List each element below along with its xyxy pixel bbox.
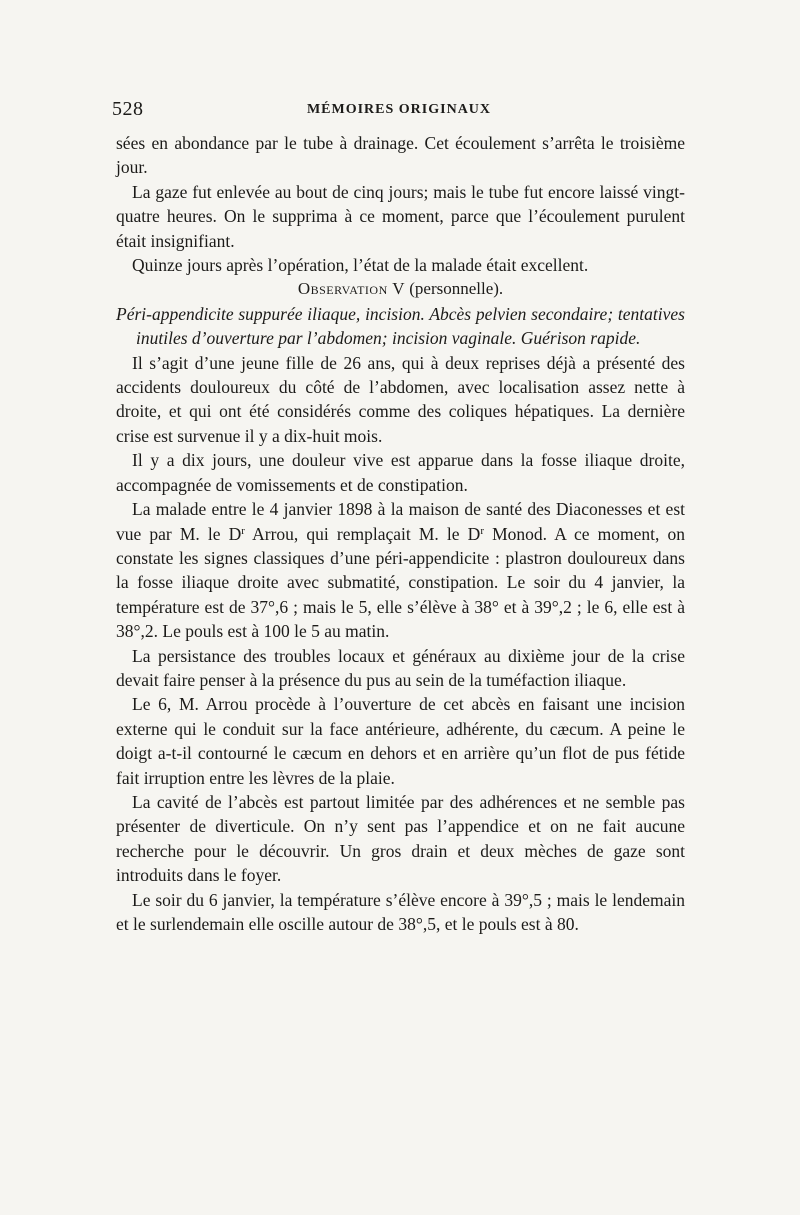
paragraph: La cavité de l’abcès est partout limitée par des adhérences et ne semble pas présenter de diverticule. On n’y sent pas l’appendice et on ne fait aucune recherche pour le découvrir. Un gros drain et deux mèches de gaze sont introduits dans le foyer. <box>116 791 685 886</box>
paragraph: La gaze fut enlevée au bout de cinq jours; mais le tube fut encore laissé vingt-quatre heures. On le supprima à ce moment, parce que l’écoulement purulent était insignifiant. <box>116 181 685 251</box>
running-head: MÉMOIRES ORIGINAUX <box>306 102 492 117</box>
page-header <box>112 96 686 126</box>
paragraph: La persistance des troubles locaux et généraux au dixième jour de la crise devait faire penser à la présence du pus au sein de la tuméfaction iliaque. <box>116 645 685 690</box>
superscript: r <box>241 524 245 537</box>
observation-subtitle: Péri-appendicite suppurée iliaque, incision. Abcès pelvien secondaire; tentatives inutiles d’ouverture par l’abdomen; incision vaginale. Guérison rapide. <box>116 303 685 349</box>
paragraph: Le soir du 6 janvier, la température s’élève encore à 39°,5 ; mais le lendemain et le surlendemain elle oscille autour de 38°,5, et le pouls est à 80. <box>116 889 685 934</box>
observation-qualifier: (personnelle). <box>404 279 504 299</box>
paragraph: Quinze jours après l’opération, l’état de la malade était excellent. <box>132 255 589 276</box>
paragraph <box>116 497 685 643</box>
paragraph-continued: sées en abondance par le tube à drainage. Cet écoulement s’arrêta le troisième jour. <box>116 133 685 178</box>
paragraph: Il s’agit d’une jeune fille de 26 ans, qui à deux reprises déjà a présenté des accidents douloureux du côté de l’abdomen, avec localisation assez nette à droite, et qui ont été considérés comme des coliques hépatiques. La dernière crise est survenue il y a dix-huit mois. <box>116 352 685 446</box>
body-text <box>116 131 685 936</box>
paragraph: Le 6, M. Arrou procède à l’ouverture de cet abcès en faisant une incision externe qui le conduit sur la face antérieure, adhérente, du cæcum. A peine le doigt a-t-il contourné le cæcum en dehors et en arrière qu’un flot de pus fétide fait irruption entre les lèvres de la plaie. <box>116 694 685 788</box>
observation-title <box>116 277 685 301</box>
paragraph: Il y a dix jours, une douleur vive est apparue dans la fosse iliaque droite, accompagnée de vomissements et de constipation. <box>116 450 685 495</box>
text-run: Arrou, qui remplaçait M. le D <box>244 523 481 544</box>
superscript: r <box>480 524 484 537</box>
text-run: Monod. A ce moment, on constate les signes classiques d’une péri-appendicite : plastron douloureux dans la fosse iliaque droite avec submatité, constipation. Le soir du 4 janvier, la température est de 37°,6 ; mais le 5, elle s’élève à 38° et à 39°,2 ; le 6, elle est à 38°,2. Le pouls est à 100 le 5 au matin. <box>116 523 685 642</box>
text-run: La malade entre le 4 janvier 1898 à la maison de santé des Diaconesses et est vue par M. le D <box>116 499 685 544</box>
page-number: 528 <box>112 98 144 120</box>
observation-label: Observation V <box>297 279 405 299</box>
